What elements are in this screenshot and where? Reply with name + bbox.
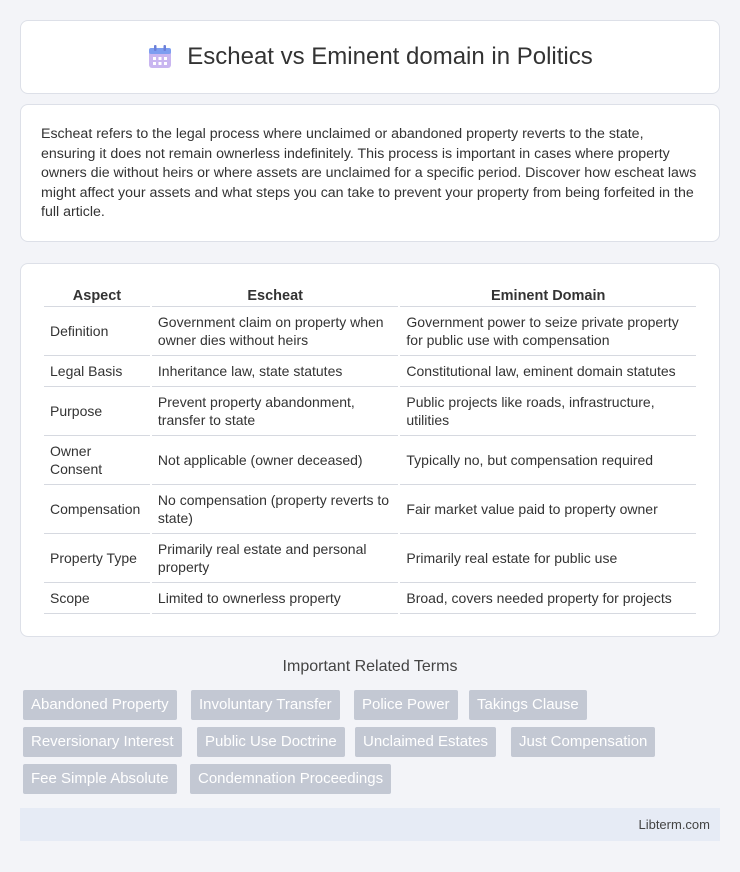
tag-public-use-doctrine[interactable]: Public Use Doctrine — [197, 727, 345, 757]
tag-condemnation-proceedings[interactable]: Condemnation Proceedings — [190, 764, 391, 794]
table-cell: Prevent property abandonment, transfer to state — [152, 387, 398, 436]
table-cell: Not applicable (owner deceased) — [152, 436, 398, 485]
footer-site-link[interactable]: Libterm.com — [638, 817, 710, 832]
related-terms-title: Important Related Terms — [282, 658, 458, 675]
table-cell: Inheritance law, state statutes — [152, 356, 398, 387]
comparison-card — [20, 263, 720, 637]
tag-just-compensation[interactable]: Just Compensation — [511, 727, 655, 757]
tag-takings-clause[interactable]: Takings Clause — [469, 690, 587, 720]
intro-card — [20, 104, 720, 242]
header-escheat: Escheat — [152, 284, 398, 307]
table-cell: Public projects like roads, infrastructure, utilities — [400, 387, 696, 436]
comparison-table — [42, 284, 698, 614]
table-row — [44, 534, 696, 583]
calendar-icon — [147, 44, 173, 70]
table-row — [44, 436, 696, 485]
tag-reversionary-interest[interactable]: Reversionary Interest — [23, 727, 182, 757]
table-cell: Typically no, but compensation required — [400, 436, 696, 485]
table-cell: Fair market value paid to property owner — [400, 485, 696, 534]
table-cell: Government power to seize private property for public use with compensation — [400, 307, 696, 356]
table-cell: No compensation (property reverts to state) — [152, 485, 398, 534]
table-cell: Primarily real estate and personal property — [152, 534, 398, 583]
header-eminent-domain: Eminent Domain — [400, 284, 696, 307]
table-row — [44, 356, 696, 387]
table-cell: Broad, covers needed property for projects — [400, 583, 696, 614]
table-cell: Primarily real estate for public use — [400, 534, 696, 583]
table-cell: Definition — [44, 307, 150, 356]
tag-unclaimed-estates[interactable]: Unclaimed Estates — [355, 727, 496, 757]
footer — [20, 808, 720, 841]
table-cell: Purpose — [44, 387, 150, 436]
table-row — [44, 387, 696, 436]
table-cell: Constitutional law, eminent domain statutes — [400, 356, 696, 387]
header-aspect: Aspect — [44, 284, 150, 307]
table-cell: Scope — [44, 583, 150, 614]
table-row — [44, 307, 696, 356]
table-cell: Owner Consent — [44, 436, 150, 485]
tag-fee-simple-absolute[interactable]: Fee Simple Absolute — [23, 764, 177, 794]
table-cell: Government claim on property when owner dies without heirs — [152, 307, 398, 356]
table-row — [44, 485, 696, 534]
title-card — [20, 20, 720, 94]
tag-police-power[interactable]: Police Power — [354, 690, 458, 720]
page-title: Escheat vs Eminent domain in Politics — [187, 43, 593, 70]
table-row — [44, 583, 696, 614]
tag-abandoned-property[interactable]: Abandoned Property — [23, 690, 177, 720]
intro-text: Escheat refers to the legal process where unclaimed or abandoned property reverts to the state, ensuring it does not remain ownerless indefinitely. This process is important in cases where property owners die without heirs or where assets are unclaimed for a specific period. Discover how escheat laws might affect your assets and what steps you can take to prevent your property from being forfeited in the full article. — [41, 126, 697, 220]
table-cell: Legal Basis — [44, 356, 150, 387]
table-cell: Property Type — [44, 534, 150, 583]
table-cell: Limited to ownerless property — [152, 583, 398, 614]
table-cell: Compensation — [44, 485, 150, 534]
tag-involuntary-transfer[interactable]: Involuntary Transfer — [191, 690, 340, 720]
